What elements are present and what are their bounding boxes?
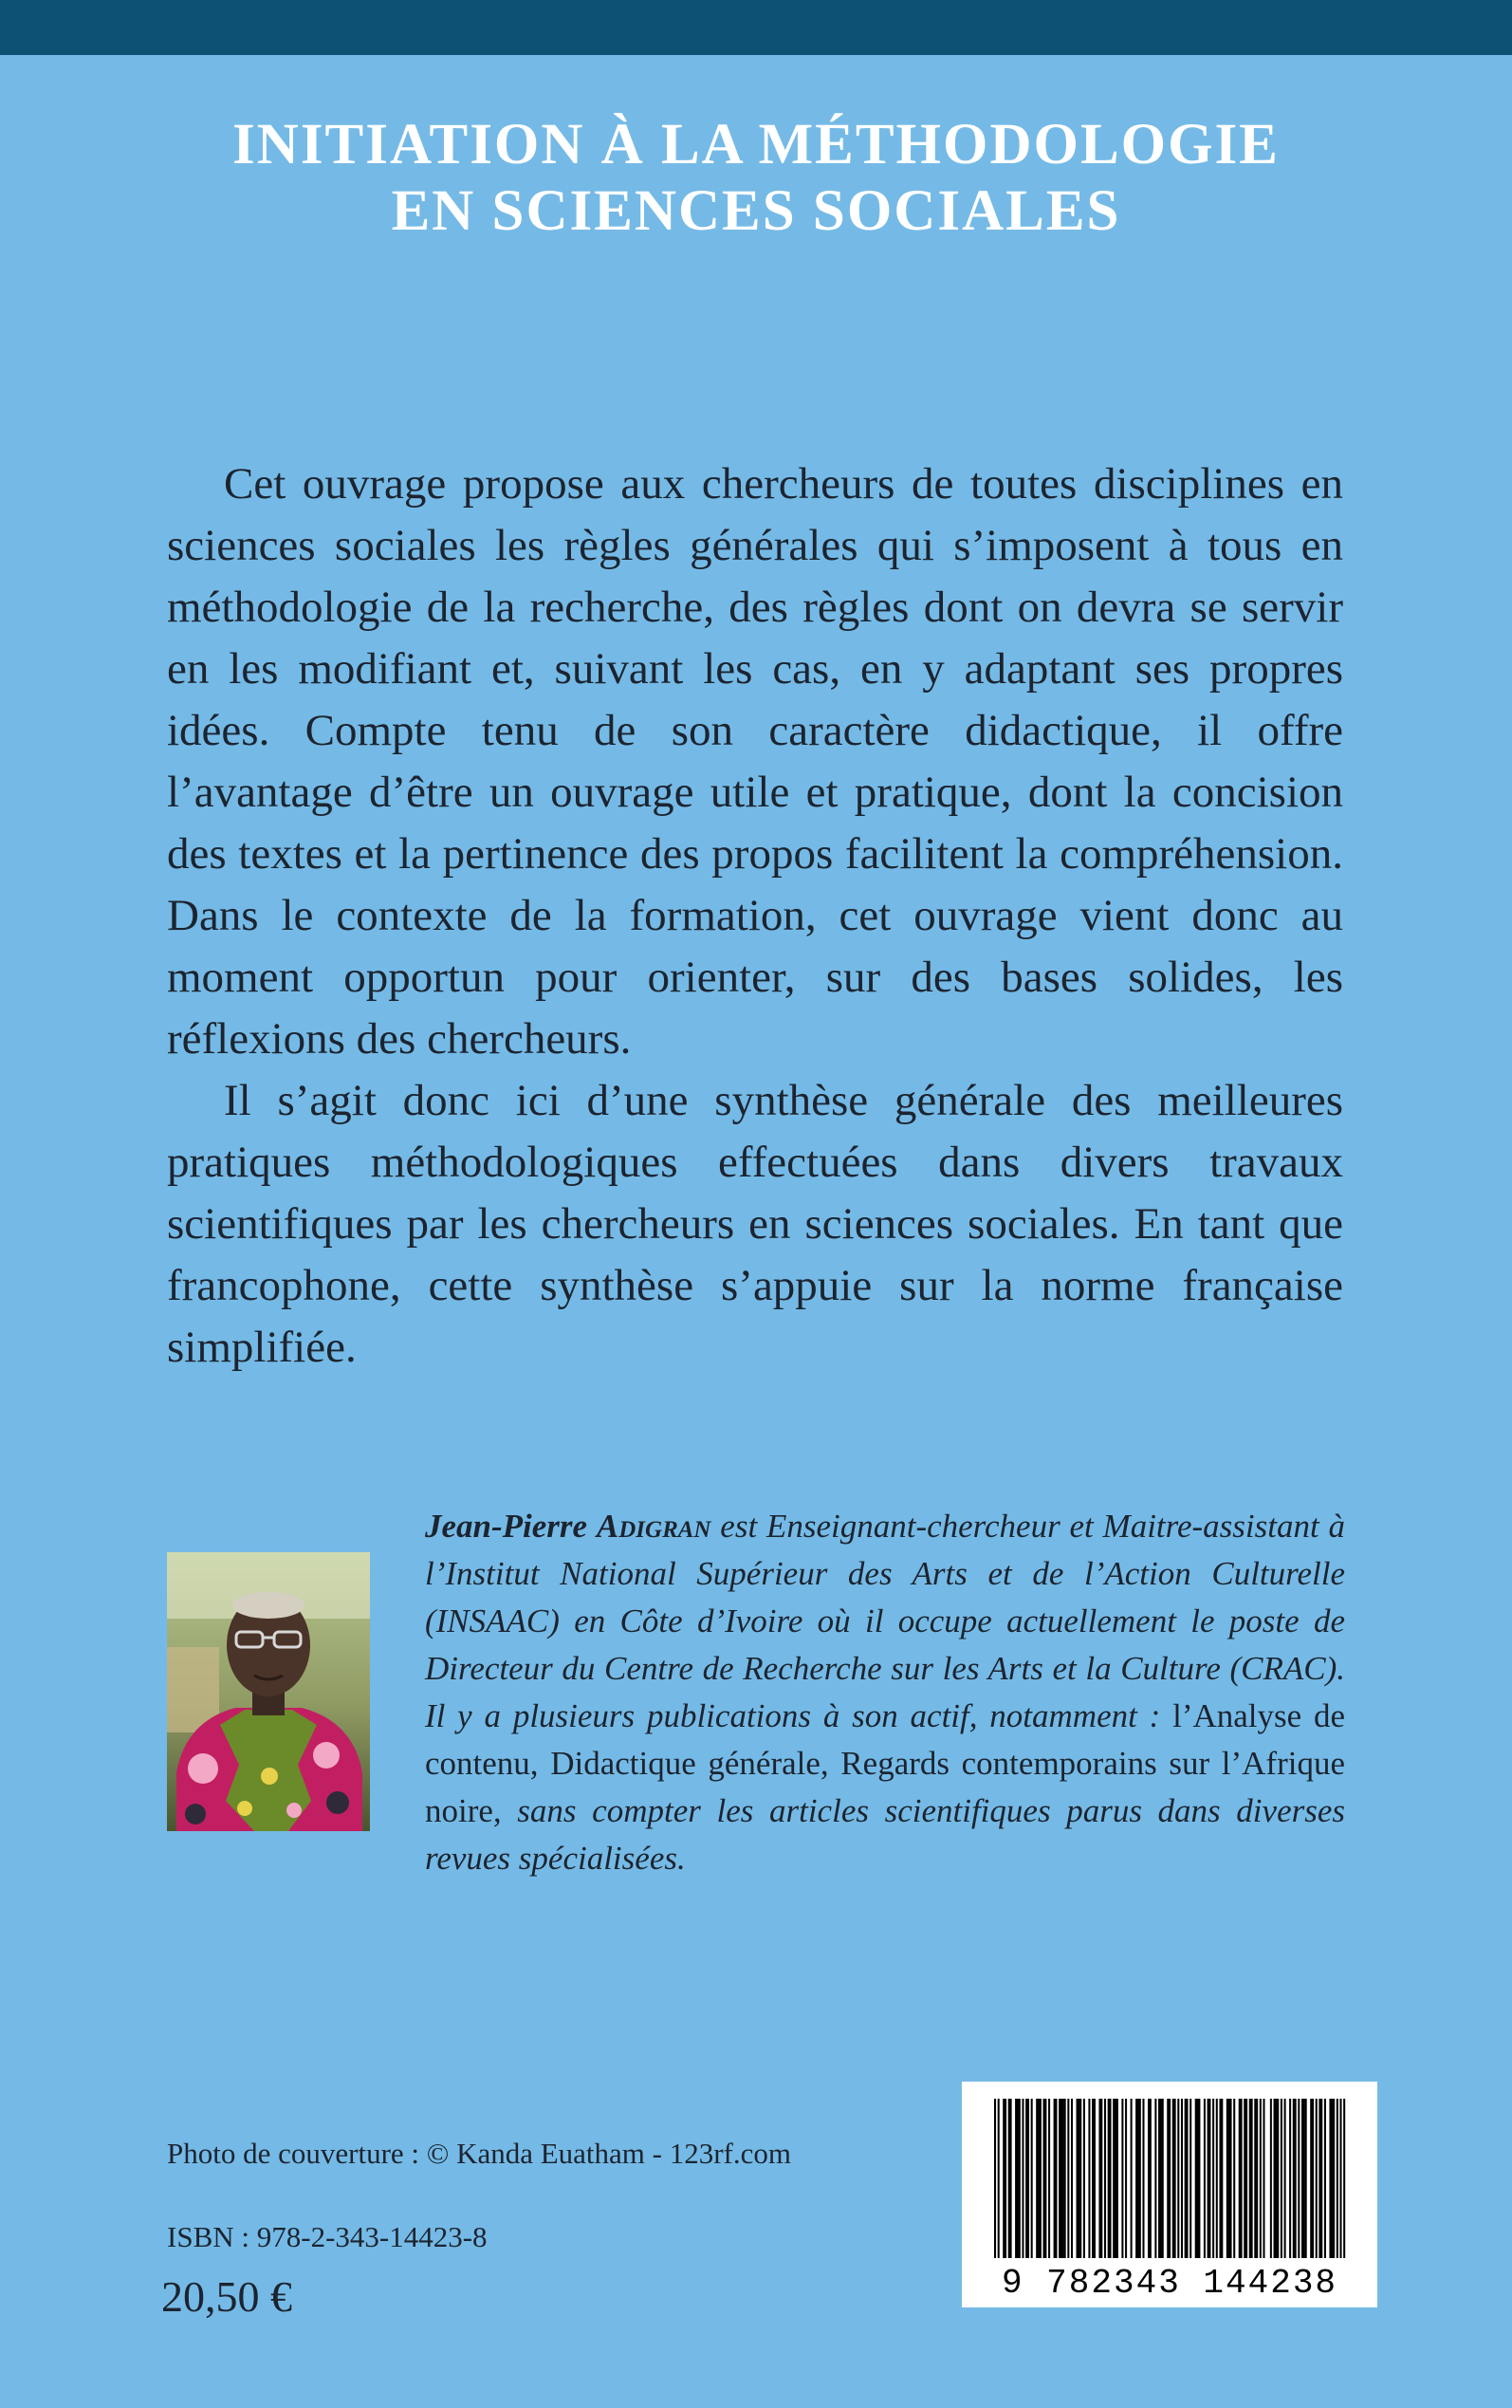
barcode-bar <box>1044 2099 1046 2258</box>
barcode-bar <box>1303 2099 1305 2258</box>
barcode-bar <box>1204 2099 1206 2258</box>
author-name <box>425 1508 710 1545</box>
barcode-bar <box>1162 2099 1164 2258</box>
barcode-bar <box>994 2099 996 2258</box>
barcode-bar <box>1115 2099 1116 2258</box>
barcode-bar <box>1010 2099 1012 2258</box>
author-photo <box>167 1552 370 1831</box>
barcode-bar <box>1177 2099 1179 2258</box>
barcode-bar <box>1270 2099 1272 2258</box>
barcode-bar <box>1100 2099 1102 2258</box>
barcode-bar <box>1293 2099 1295 2258</box>
barcode-bar <box>1015 2099 1017 2258</box>
barcode-bar <box>1019 2099 1021 2258</box>
barcode-bar <box>1221 2099 1223 2258</box>
bio-works: l’Analyse de contenu, Didactique générale, Regards contemporains sur l’Afrique noire <box>425 1697 1345 1829</box>
barcode <box>962 2082 1377 2307</box>
barcode-bar <box>1239 2099 1241 2258</box>
barcode-bar <box>1148 2099 1150 2258</box>
photo-credit: Photo de couverture : © Kanda Euatham - 123rf.com <box>167 2137 791 2170</box>
barcode-bar <box>1062 2099 1064 2258</box>
barcode-bar <box>1071 2099 1073 2258</box>
barcode-bar <box>1216 2099 1218 2258</box>
barcode-bar <box>1197 2099 1199 2258</box>
barcode-bar <box>1158 2099 1160 2258</box>
barcode-bar <box>1169 2099 1171 2258</box>
barcode-bar <box>1137 2099 1139 2258</box>
barcode-bar <box>1337 2099 1338 2258</box>
barcode-bar <box>1289 2099 1291 2258</box>
barcode-bar <box>1059 2099 1060 2258</box>
barcode-bar <box>1263 2099 1264 2258</box>
barcode-bar <box>1277 2099 1279 2258</box>
barcode-bar <box>1109 2099 1111 2258</box>
title-line-2: EN SCIENCES SOCIALES <box>391 179 1121 243</box>
barcode-bar <box>1339 2099 1341 2258</box>
barcode-bar <box>1098 2099 1100 2258</box>
author-bio <box>425 1503 1345 1882</box>
barcode-bar <box>1281 2099 1282 2258</box>
barcode-bar <box>1067 2099 1069 2258</box>
barcode-bar <box>1212 2099 1214 2258</box>
barcode-bar <box>1036 2099 1038 2258</box>
barcode-bar <box>1040 2099 1042 2258</box>
summary <box>167 454 1343 1379</box>
barcode-bar <box>1025 2099 1027 2258</box>
barcode-bar <box>1077 2099 1079 2258</box>
barcode-bar <box>1055 2099 1057 2258</box>
book-title <box>0 112 1512 245</box>
barcode-bar <box>1305 2099 1307 2258</box>
barcode-bar <box>1245 2099 1247 2258</box>
barcode-bar <box>1048 2099 1050 2258</box>
barcode-bar <box>1078 2099 1079 2258</box>
barcode-bar <box>998 2099 1000 2258</box>
barcode-bar <box>1027 2099 1029 2258</box>
barcode-bar <box>1195 2099 1197 2258</box>
barcode-bar <box>1150 2099 1152 2258</box>
barcode-bar <box>1310 2099 1312 2258</box>
author-first-name: Jean-Pierre <box>425 1508 588 1545</box>
summary-paragraph-1: Cet ouvrage propose aux chercheurs de toutes disciplines en sciences sociales les règles générales qui s’imposent à tous en méthodologie de la recherche, des règles dont on devra se servir en les modifiant et, suivant les cas, en y adaptant ses propres idées. Compte tenu de son caractère didactique, il offre l’avantage d’être un ouvrage utile et pratique, dont la concision des textes et la pertinence des propos facilitent la compréhension. Dans le contexte de la formation, cet ouvrage vient donc au moment opportun pour orienter, sur des bases solides, les réflexions des chercheurs. <box>167 459 1343 1064</box>
author-last-name: Adigran <box>596 1508 711 1545</box>
barcode-bar <box>1208 2099 1209 2258</box>
barcode-bar <box>1167 2099 1169 2258</box>
barcode-bar <box>1108 2099 1110 2258</box>
barcode-bar <box>1316 2099 1318 2258</box>
barcode-bar <box>1329 2099 1331 2258</box>
barcode-bar <box>1017 2099 1019 2258</box>
barcode-bar <box>1022 2099 1023 2258</box>
isbn: ISBN : 978-2-343-14423-8 <box>167 2220 488 2253</box>
barcode-bar <box>1333 2099 1335 2258</box>
bio-text-1: est Enseignant-chercheur et Maitre-assistant à l’Institut National Supérieur des Arts et de l’Action Culturelle (INSAAC) en Côte d’Ivoire où il occupe actuellement le poste de Directeur du Centre de Recherche sur les Arts et la Culture (CRAC). Il y a plusieurs publications à son actif, notamment : <box>425 1508 1346 1734</box>
barcode-bar <box>1275 2099 1277 2258</box>
barcode-bar <box>1219 2099 1221 2258</box>
barcode-bar <box>1003 2099 1005 2258</box>
barcode-bar <box>1116 2099 1118 2258</box>
barcode-bar <box>1241 2099 1243 2258</box>
barcode-bar <box>1038 2099 1040 2258</box>
barcode-bar <box>1083 2099 1085 2258</box>
barcode-bar <box>1324 2099 1326 2258</box>
top-band <box>0 0 1512 55</box>
barcode-bar <box>1230 2099 1232 2258</box>
barcode-bar <box>1318 2099 1320 2258</box>
barcode-bar <box>1104 2099 1106 2258</box>
barcode-bar <box>1060 2099 1062 2258</box>
barcode-bar <box>1113 2099 1115 2258</box>
barcode-bar <box>1088 2099 1090 2258</box>
barcode-bar <box>1142 2099 1144 2258</box>
barcode-bar <box>1005 2099 1006 2258</box>
barcode-bar <box>1064 2099 1066 2258</box>
barcode-bar <box>1233 2099 1235 2258</box>
barcode-bar <box>1208 2099 1210 2258</box>
barcode-bar <box>1185 2099 1187 2258</box>
barcode-bar <box>1228 2099 1230 2258</box>
bio-text-2: , sans compter les articles scientifiques parus dans diverses revues spécialisées. <box>425 1792 1345 1877</box>
barcode-bar <box>1260 2099 1262 2258</box>
barcode-bar <box>1172 2099 1174 2258</box>
barcode-bar <box>1249 2099 1251 2258</box>
barcode-bar <box>1054 2099 1056 2258</box>
barcode-bar <box>1320 2099 1322 2258</box>
barcode-bar <box>1043 2099 1045 2258</box>
barcode-bar <box>1031 2099 1033 2258</box>
barcode-bar <box>1295 2099 1297 2258</box>
barcode-bar <box>1131 2099 1133 2258</box>
barcode-bars <box>994 2099 1345 2258</box>
barcode-bar <box>1331 2099 1333 2258</box>
barcode-bar <box>1125 2099 1127 2258</box>
title-line-1: INITIATION À LA MÉTHODOLOGIE <box>232 113 1280 176</box>
barcode-bar <box>1251 2099 1253 2258</box>
barcode-bar <box>1244 2099 1245 2258</box>
barcode-bar <box>1121 2099 1123 2258</box>
summary-paragraph-2: Il s’agit donc ici d’une synthèse générale des meilleures pratiques méthodologiques effectuées dans divers travaux scientifiques par les chercheurs en sciences sociales. En tant que francophone, cette synthèse s’appuie sur la norme française simplifiée. <box>167 1076 1343 1372</box>
barcode-bar <box>1284 2099 1286 2258</box>
barcode-bar <box>1298 2099 1300 2258</box>
barcode-bar <box>1312 2099 1314 2258</box>
barcode-bar <box>1256 2099 1258 2258</box>
barcode-digits: 9 782343 144238 <box>1001 2264 1338 2303</box>
barcode-bar <box>1008 2099 1010 2258</box>
barcode-bar <box>1198 2099 1200 2258</box>
barcode-bar <box>1135 2099 1137 2258</box>
barcode-bar <box>1189 2099 1191 2258</box>
barcode-bar <box>1079 2099 1081 2258</box>
barcode-bar <box>1094 2099 1096 2258</box>
barcode-bar <box>1181 2099 1183 2258</box>
price: 20,50 € <box>161 2272 292 2321</box>
barcode-bar <box>1301 2099 1303 2258</box>
barcode-bar <box>1226 2099 1228 2258</box>
barcode-bar <box>1174 2099 1176 2258</box>
barcode-bar <box>1139 2099 1141 2258</box>
barcode-bar <box>1154 2099 1156 2258</box>
barcode-bar <box>1274 2099 1276 2258</box>
barcode-bar <box>1343 2099 1345 2258</box>
barcode-bar <box>1254 2099 1256 2258</box>
barcode-bar <box>1186 2099 1188 2258</box>
barcode-bar <box>1160 2099 1162 2258</box>
barcode-bar <box>1092 2099 1094 2258</box>
